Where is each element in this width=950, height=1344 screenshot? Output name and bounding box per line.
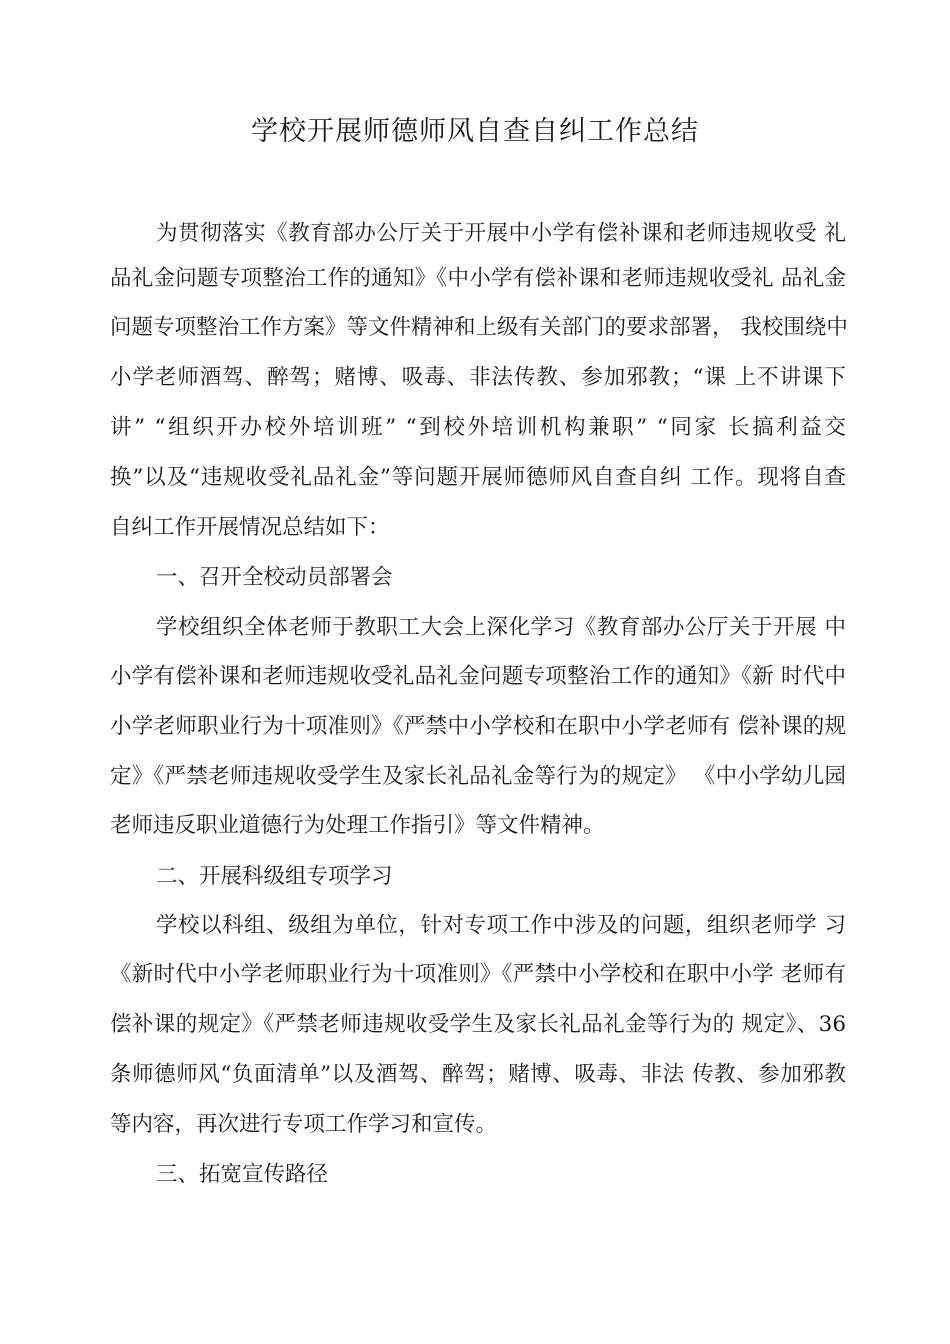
paragraph-line: 偿补课的规定》《严禁老师违规收受学生及家长礼品礼金等行为的 规定》、36 (110, 1012, 846, 1037)
paragraph-line: 《新时代中小学老师职业行为十项准则》《严禁中小学校和在职中小学 老师有 (110, 962, 846, 987)
section-heading: 三、拓宽宣传路径 (156, 1162, 329, 1187)
paragraph-line: 老师违反职业道德行为处理工作指引》等文件精神。 (110, 813, 605, 838)
paragraph-line: 自纠工作开展情况总结如下： (110, 515, 390, 540)
section-heading: 二、开展科级组专项学习 (156, 864, 393, 889)
paragraph-line: 品礼金问题专项整治工作的通知》《中小学有偿补课和老师违规收受礼 品礼金 (110, 266, 846, 291)
paragraph-line: 讲” “组织开办校外培训班” “到校外培训机构兼职” “同家 长搞利益交 (110, 415, 846, 440)
paragraph-line: 问题专项整治工作方案》等文件精神和上级有关部门的要求部署， 我校围绕中 (110, 315, 848, 340)
section-heading: 一、召开全校动员部署会 (156, 565, 393, 590)
paragraph-line: 条师德师风“负面清单”以及酒驾、醉驾；赌博、吸毒、非法 传教、参加邪教 (110, 1062, 846, 1087)
paragraph-line: 学校以科组、级组为单位，针对专项工作中涉及的问题，组织老师学 习 (156, 913, 846, 938)
paragraph-line: 学校组织全体老师于教职工大会上深化学习《教育部办公厅关于开展 中 (156, 615, 846, 640)
document-title: 学校开展师德师风自查自纠工作总结 (251, 116, 699, 147)
paragraph-line: 换”以及“违规收受礼品礼金”等问题开展师德师风自查自纠 工作。现将自查 (110, 465, 846, 490)
paragraph-line: 定》《严禁老师违规收受学生及家长礼品礼金等行为的规定》 《中小学幼儿园 (110, 764, 846, 789)
paragraph-line: 等内容，再次进行专项工作学习和宣传。 (110, 1112, 498, 1137)
paragraph-line: 小学老师职业行为十项准则》《严禁中小学校和在职中小学老师有 偿补课的规 (110, 714, 846, 739)
paragraph-line: 为贯彻落实《教育部办公厅关于开展中小学有偿补课和老师违规收受 礼 (156, 221, 846, 246)
paragraph-line: 小学有偿补课和老师违规收受礼品礼金问题专项整治工作的通知》《新 时代中 (110, 664, 846, 689)
paragraph-line: 小学老师酒驾、醉驾；赌博、吸毒、非法传教、参加邪教；“课 上不讲课下 (110, 365, 846, 390)
